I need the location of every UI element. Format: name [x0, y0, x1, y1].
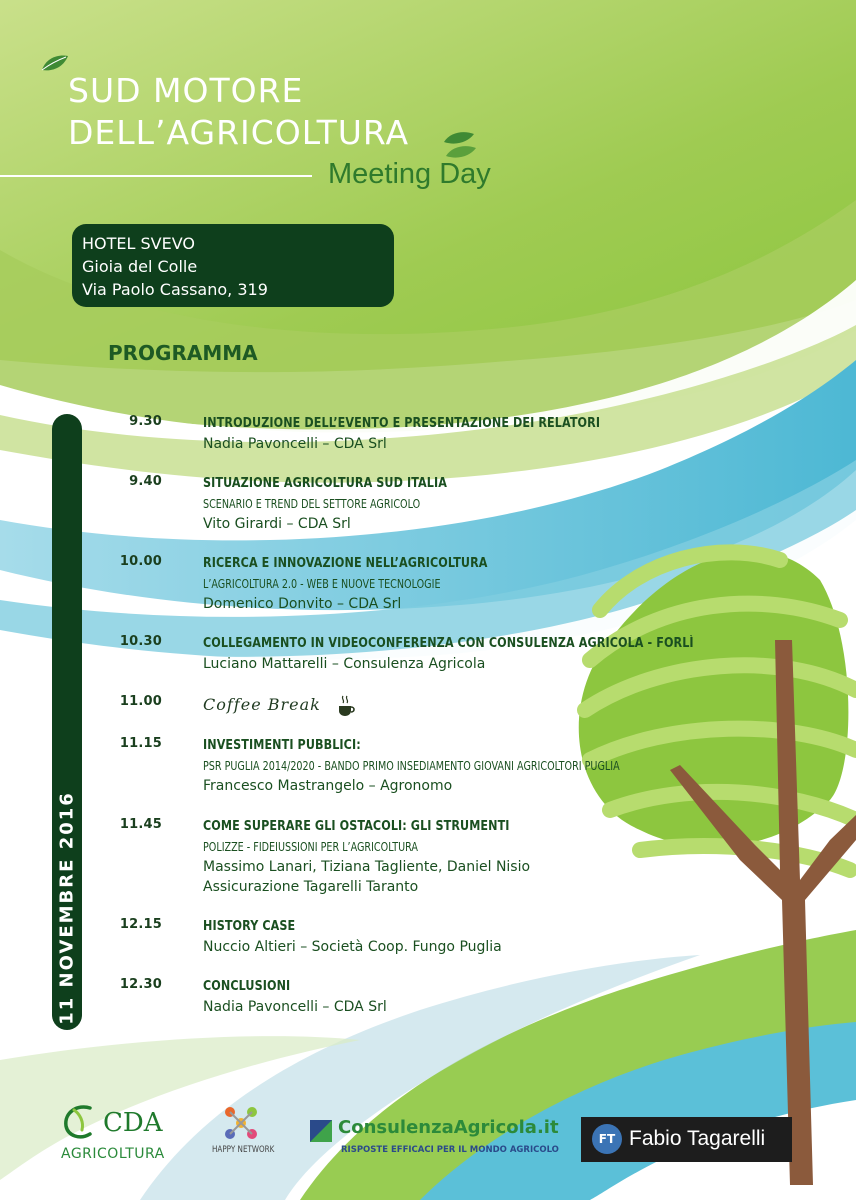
item-title: INTRODUZIONE DELL’EVENTO E PRESENTAZIONE DEI RELATORI — [203, 416, 601, 431]
item-title: COME SUPERARE GLI OSTACOLI: GLI STRUMENTI — [203, 819, 510, 834]
item-title: INVESTIMENTI PUBBLICI: — [203, 738, 361, 753]
item-subtitle: POLIZZE - FIDEIUSSIONI PER L’AGRICOLTURA — [203, 840, 418, 854]
cda-logo-tagline: AGRICOLTURA — [61, 1146, 165, 1162]
item-speaker: Vito Girardi – CDA Srl — [203, 516, 351, 532]
item-time: 12.15 — [119, 917, 162, 932]
item-speaker: Assicurazione Tagarelli Taranto — [203, 879, 419, 895]
item-time: 10.00 — [119, 554, 162, 569]
item-speaker: Nadia Pavoncelli – CDA Srl — [203, 999, 387, 1015]
venue-box — [72, 224, 394, 307]
item-speaker: Nuccio Altieri – Società Coop. Fungo Puglia — [203, 939, 502, 955]
item-time: 11.15 — [119, 736, 162, 751]
item-speaker: Massimo Lanari, Tiziana Tagliente, Daniel Nisio — [203, 859, 531, 875]
item-time: 10.30 — [119, 634, 162, 649]
venue-city: Gioia del Colle — [82, 257, 198, 276]
item-title: CONCLUSIONI — [203, 979, 291, 994]
section-title: PROGRAMMA — [108, 341, 258, 365]
consulenza-agricola-logo-icon — [310, 1120, 332, 1142]
cda-logo-icon — [60, 1102, 102, 1142]
item-speaker: Domenico Donvito – CDA Srl — [203, 596, 402, 612]
item-title: RICERCA E INNOVAZIONE NELL’AGRICOLTURA — [203, 556, 488, 571]
fabio-tagarelli-initials: FT — [592, 1124, 622, 1154]
cda-logo-name: CDA — [103, 1108, 163, 1138]
item-title: SITUAZIONE AGRICOLTURA SUD ITALIA — [203, 476, 447, 491]
fabio-tagarelli-name: Fabio Tagarelli — [629, 1127, 766, 1150]
item-speaker: Nadia Pavoncelli – CDA Srl — [203, 436, 387, 452]
venue-address: Via Paolo Cassano, 319 — [82, 280, 268, 299]
item-time: 11.45 — [119, 817, 162, 832]
leaf-icon — [40, 52, 70, 74]
title-line-2: DELL’AGRICOLTURA — [68, 113, 410, 152]
venue-name: HOTEL SVEVO — [82, 234, 195, 253]
event-title — [68, 70, 409, 154]
item-speaker: Francesco Mastrangelo – Agronomo — [203, 778, 453, 794]
title-line-1: SUD MOTORE — [68, 71, 304, 110]
item-title: HISTORY CASE — [203, 919, 296, 934]
item-time: 12.30 — [119, 977, 162, 992]
coffee-cup-icon — [337, 694, 357, 718]
item-time: 11.00 — [119, 694, 162, 709]
leaf-icon — [440, 128, 478, 162]
event-subtitle: Meeting Day — [328, 158, 491, 190]
consulenza-agricola-tagline: RISPOSTE EFFICACI PER IL MONDO AGRICOLO — [341, 1145, 559, 1155]
item-time: 9.40 — [129, 474, 162, 489]
consulenza-agricola-name: ConsulenzaAgricola.it — [338, 1117, 559, 1138]
item-title: COLLEGAMENTO IN VIDEOCONFERENZA CON CONSULENZA AGRICOLA - FORLÌ — [203, 636, 694, 651]
happy-network-logo-icon — [222, 1104, 260, 1142]
item-subtitle: PSR PUGLIA 2014/2020 - BANDO PRIMO INSEDIAMENTO GIOVANI AGRICOLTORI PUGLIA — [203, 759, 620, 773]
item-subtitle: L’AGRICOLTURA 2.0 - WEB E NUOVE TECNOLOGIE — [203, 577, 441, 591]
title-divider — [0, 175, 312, 177]
item-subtitle: SCENARIO E TREND DEL SETTORE AGRICOLO — [203, 497, 421, 511]
happy-network-name: HAPPY NETWORK — [212, 1145, 275, 1155]
item-speaker: Luciano Mattarelli – Consulenza Agricola — [203, 656, 486, 672]
item-time: 9.30 — [129, 414, 162, 429]
coffee-break-label: Coffee Break — [203, 695, 321, 715]
date-label: 11 NOVEMBRE 2016 — [56, 791, 78, 1025]
